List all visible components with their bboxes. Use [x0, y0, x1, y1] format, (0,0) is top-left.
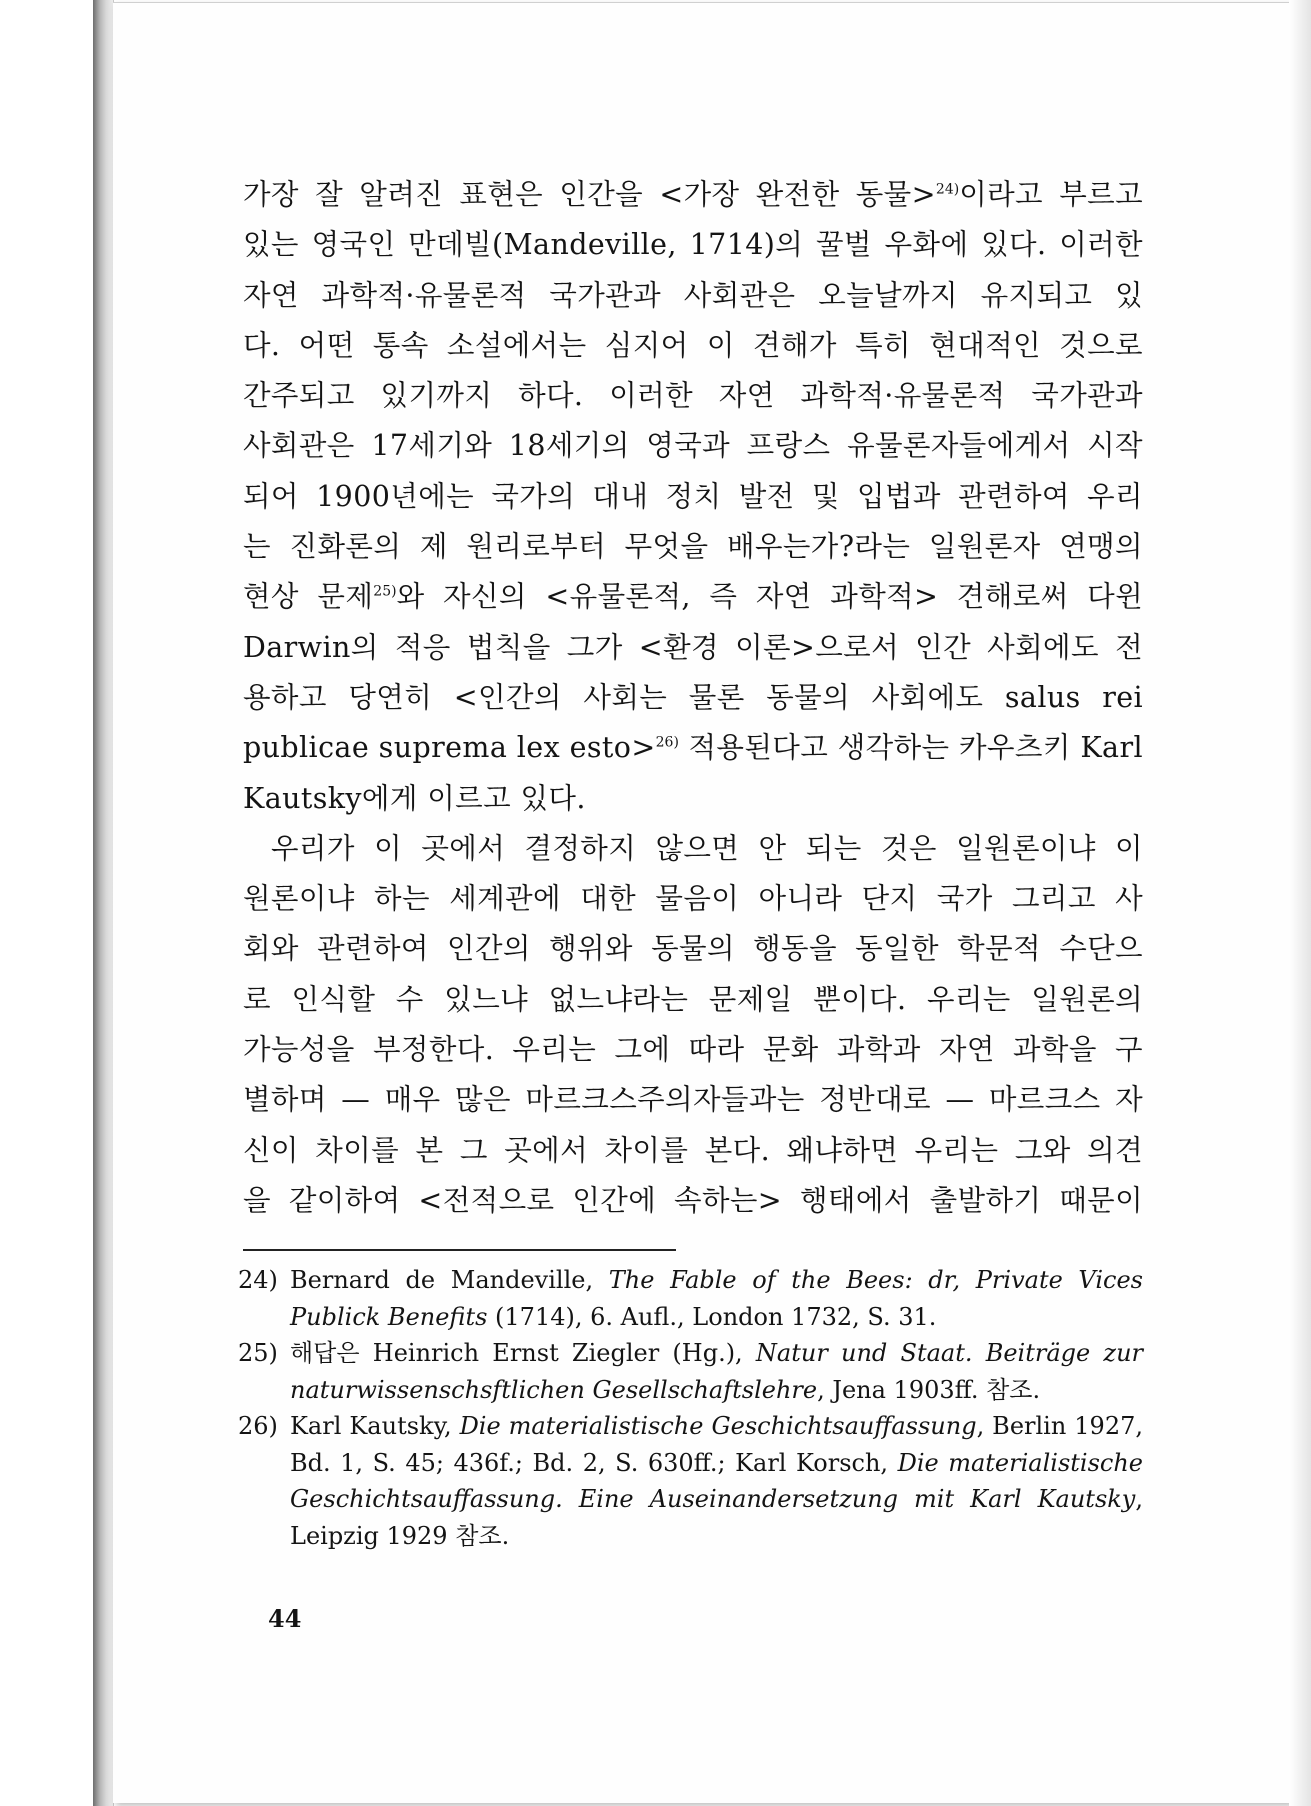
page-edge: [1289, 0, 1311, 1806]
footnote-text: Karl Kautsky, Die materialistische Geschichtsauffassung, Berlin 1927, Bd. 1, S. 45; 436f.; Bd. 2, S. 630ff.; Karl Korsch, Die materialistische Geschichtsauffassung. Eine Auseinandersetzung mit Karl Kautsky, Leipzig 1929 참조.: [290, 1412, 1143, 1550]
footnote-number: 26): [238, 1412, 278, 1440]
book-spine-shadow: [93, 0, 114, 1806]
text-line: 있는 영국인 만데빌(Mandeville, 1714)의 꿀벌 우화에 있다. 이러한: [243, 228, 1143, 262]
text-line: 자연 과학적·유물론적 국가관과 사회관은 오늘날까지 유지되고 있: [243, 278, 1143, 312]
footnote-ref-24[interactable]: 24): [935, 181, 960, 198]
text-line: 되어 1900년에는 국가의 대내 정치 발전 및 입법과 관련하여 우리: [243, 479, 1143, 513]
footnote-ref-25[interactable]: 25): [373, 583, 397, 600]
footnotes: [238, 1262, 1143, 1554]
footnote-number: 24): [238, 1266, 278, 1294]
paragraph-1: [243, 170, 1143, 824]
paragraph-2: [243, 824, 1143, 1226]
text-line: 우리가 이 곳에서 결정하지 않으면 안 되는 것은 일원론이냐 이: [271, 831, 1143, 865]
text-line: 가능성을 부정한다. 우리는 그에 따라 문화 과학과 자연 과학을 구: [243, 1033, 1143, 1067]
footnote-26: [238, 1408, 1143, 1554]
text-line: 가장 잘 알려진 표현은 인간을 <가장 완전한 동물>$^{24)}$이라고 부르고: [243, 178, 1144, 211]
text-line: 간주되고 있기까지 하다. 이러한 자연 과학적·유물론적 국가관과: [243, 379, 1143, 413]
text-line: 는 진화론의 제 원리로부터 무엇을 배우는가?라는 일원론자 연맹의: [243, 530, 1143, 564]
text-line: 사회관은 17세기와 18세기의 영국과 프랑스 유물론자들에게서 시작: [243, 429, 1143, 463]
text-line: 원론이냐 하는 세계관에 대한 물음이 아니라 단지 국가 그리고 사: [243, 882, 1143, 916]
text-line: Kautsky에게 이르고 있다.: [243, 781, 586, 815]
text-line: publicae suprema lex esto>$^{26)}$ 적용된다고 생각하는 카우츠키 Karl: [243, 731, 1143, 765]
footnote-24: [238, 1262, 1143, 1335]
footnote-25: [238, 1335, 1143, 1408]
text-line: 로 인식할 수 있느냐 없느냐라는 문제일 뿐이다. 우리는 일원론의: [243, 982, 1143, 1016]
main-text: [243, 170, 1143, 1226]
footnote-ref-26[interactable]: 26): [655, 734, 679, 751]
text-line: Darwin의 적응 법칙을 그가 <환경 이론>으로서 인간 사회에도 전: [243, 630, 1143, 664]
text-line: 별하며 — 매우 많은 마르크스주의자들과는 정반대로 — 마르크스 자: [243, 1083, 1143, 1117]
text-line: 신이 차이를 본 그 곳에서 차이를 본다. 왜냐하면 우리는 그와 의견: [243, 1133, 1143, 1167]
text-line: 현상 문제$^{25)}$와 자신의 <유물론적, 즉 자연 과학적> 견해로써 다윈: [243, 580, 1144, 614]
footnote-number: 25): [238, 1339, 278, 1367]
text-line: 다. 어떤 통속 소설에서는 심지어 이 견해가 특히 현대적인 것으로: [243, 328, 1143, 362]
footnote-divider: [243, 1249, 676, 1251]
page-number: 44: [268, 1604, 302, 1633]
footnote-text: Bernard de Mandeville, The Fable of the Bees: dr, Private Vices Publick Benefits (1714), 6. Aufl., London 1732, S. 31.: [290, 1266, 1143, 1331]
text-line: 용하고 당연히 <인간의 사회는 물론 동물의 사회에도 salus rei: [243, 680, 1143, 714]
footnote-text: 해답은 Heinrich Ernst Ziegler (Hg.), Natur und Staat. Beiträge zur naturwissenschsftlichen Gesellschaftslehre, Jena 1903ff. 참조.: [290, 1339, 1144, 1404]
text-line: 회와 관련하여 인간의 행위와 동물의 행동을 동일한 학문적 수단으: [243, 932, 1143, 966]
text-line: 을 같이하여 <전적으로 인간에 속하는> 행태에서 출발하기 때문이: [243, 1183, 1143, 1217]
